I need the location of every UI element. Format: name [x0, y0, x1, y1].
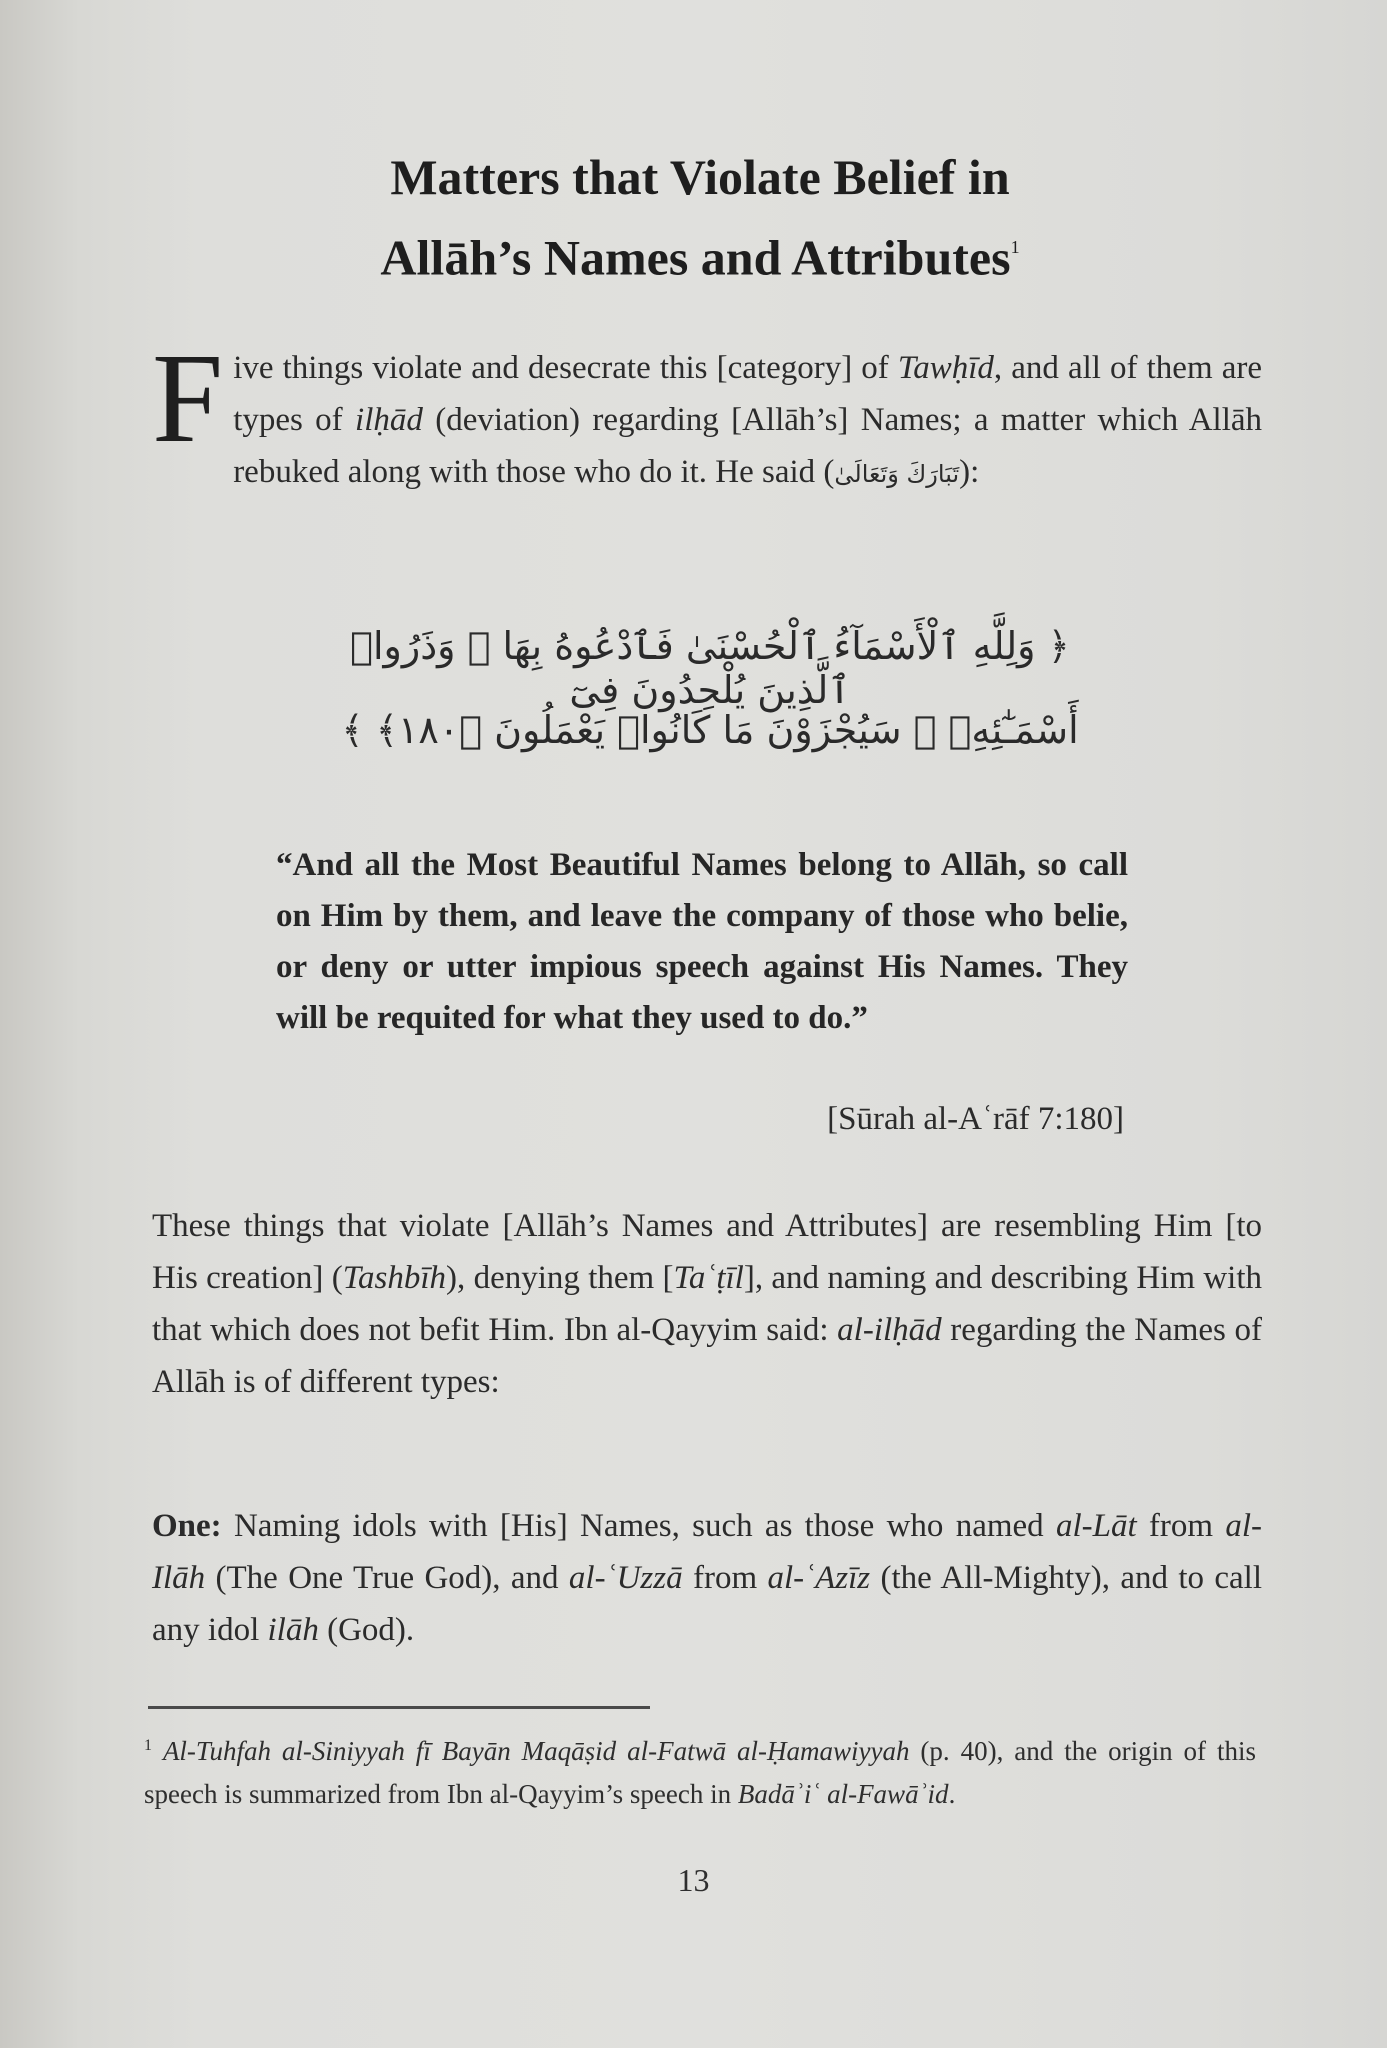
- footnote-divider: [148, 1706, 650, 1709]
- para3-text-6: (God).: [318, 1612, 415, 1648]
- verse-translation: “And all the Most Beautiful Names belong to Allāh, so call on Him by them, and leave the company of those who belie, or deny or utter impious speech against His Names. They will be requited for what they used to do.”: [276, 847, 1128, 1036]
- footnote-marker: 1: [144, 1737, 152, 1754]
- intro-text-1: ive things violate and desecrate this [category] of: [233, 350, 898, 386]
- honorific-arabic: تَبَارَكَ وَتَعَالَىٰ: [834, 460, 960, 488]
- term-ilah: ilāh: [267, 1612, 319, 1648]
- title-line-1: Matters that Violate Belief in: [390, 149, 1010, 205]
- para2-text-4: regarding the Names of Allāh is of different types:: [152, 1312, 1262, 1400]
- verse-arabic-line-1: ﴿ وَلِلَّهِ ٱلْأَسْمَآءُ ٱلْحُسْنَىٰ فَٱدْعُوهُ بِهَا ۖ وَذَرُوا۟ ٱلَّذِينَ يُلْحِدُونَ فِىٓ: [350, 624, 1070, 712]
- title-footnote-marker[interactable]: 1: [1010, 237, 1020, 257]
- drop-cap: F: [152, 327, 224, 469]
- types-intro-paragraph: [152, 1200, 1262, 1408]
- term-tatil: Taʿṭīl: [673, 1260, 744, 1296]
- type-one-label: One:: [152, 1508, 222, 1544]
- term-al-ilhad: al-ilḥād: [837, 1312, 942, 1348]
- intro-text-3: (deviation) regarding [Allāh’s] Names; a matter which Allāh rebuked along with those who do it. He said (: [233, 402, 1263, 490]
- para3-text-2: from: [1136, 1508, 1226, 1544]
- page-title: [250, 140, 1150, 295]
- para2-text-3: ], and naming and describing Him with that which does not befit Him. Ibn al-Qayyim said:: [152, 1260, 1262, 1348]
- verse-citation: [Sūrah al-Aʿrāf 7:180]: [827, 1101, 1124, 1137]
- footnote-text-1: (p. 40), and the origin of this speech is summarized from Ibn al-Qayyim’s speech in: [144, 1736, 1256, 1809]
- term-tashbih: Tashbīh: [342, 1260, 447, 1296]
- intro-text-4: ):: [959, 454, 980, 490]
- footnote: [144, 1724, 1256, 1816]
- term-ilhad: ilḥād: [355, 402, 423, 438]
- title-line-2: [250, 214, 1150, 295]
- intro-text-2: , and all of them are types of: [233, 350, 1263, 438]
- footnote-source-title: Badāʾiʿ al-Fawāʾid: [737, 1779, 949, 1809]
- para2-text-1: These things that violate [Allāh’s Names and Attributes] are resembling Him [to His creation] (: [152, 1208, 1262, 1296]
- verse-arabic-line-2: أَسْمَـٰٓئِهِۦ ۚ سَيُجْزَوْنَ مَا كَانُوا۟ يَعْمَلُونَ ﴿١٨٠﴾ ﴾: [341, 708, 1079, 752]
- page-number: 13: [677, 1862, 710, 1898]
- para2-text-2: ), denying them [: [446, 1260, 674, 1296]
- para3-text-5: (the All-Mighty), and to call any idol: [152, 1560, 1263, 1648]
- footnote-text-2: .: [948, 1779, 956, 1809]
- footnote-book-title: Al-Tuhfah al-Siniyyah fī Bayān Maqāṣid al-Fatwā al-Ḥamawiyyah: [162, 1736, 910, 1766]
- type-one-paragraph: [152, 1500, 1262, 1656]
- term-al-uzza: al-ʿUzzā: [568, 1560, 683, 1596]
- title-line-2-text: Allāh’s Names and Attributes: [380, 229, 1011, 286]
- term-al-aziz: al-ʿAzīz: [767, 1560, 871, 1596]
- term-al-lat: al-Lāt: [1055, 1508, 1137, 1544]
- term-al-ilah: al-Ilāh: [152, 1508, 1262, 1596]
- intro-paragraph: [152, 327, 1263, 500]
- term-tawhid: Tawḥīd: [897, 350, 994, 386]
- para3-text-4: from: [682, 1560, 768, 1596]
- para3-text-1: Naming idols with [His] Names, such as those who named: [221, 1508, 1056, 1544]
- para3-text-3: (The One True God), and: [205, 1560, 569, 1596]
